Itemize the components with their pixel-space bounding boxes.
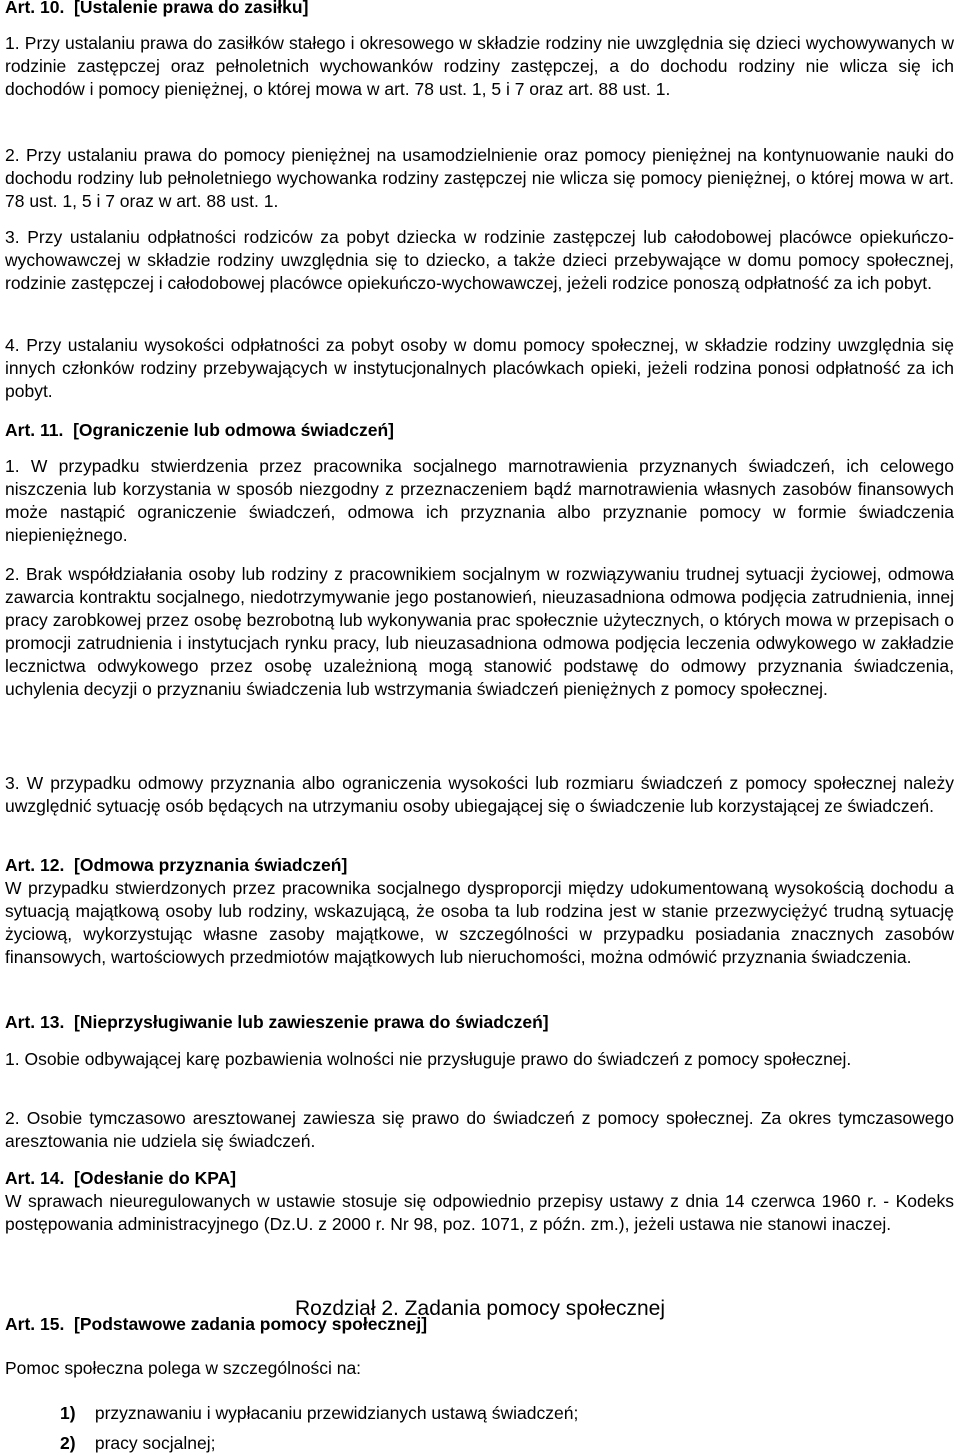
art10-paragraph-2: 2. Przy ustalaniu prawa do pomocy pieniężnej na usamodzielnienie oraz pomocy pieniężnej na kontynuowanie nauki do dochodu rodziny lub pełnoletniego wychowanka rodziny zastępczej nie wlicza się pomocy pieniężnej, o której mowa w art. 78 ust. 1, 5 i 7 oraz w art. 88 ust. 1. [5,145,954,211]
list-item [60,1402,954,1425]
art10-heading: Art. 10. [Ustalenie prawa do zasiłku] [5,0,309,17]
art11-paragraph-2: 2. Brak współdziałania osoby lub rodziny z pracownikiem socjalnym w rozwiązywaniu trudnej sytuacji życiowej, odmowa zawarcia kontraktu socjalnego, niedotrzymywanie jego postanowień, nieuzasadniona odmowa podjęcia zatrudnienia, innej pracy zarobkowej przez osobę bezrobotną lub wykonywania prac społecznie użytecznych, o których mowa w przepisach o promocji zatrudnienia i instytucjach rynku pracy, lub nieuzasadniona odmowa podjęcia leczenia odwykowego w zakładzie lecznictwa odwykowego przez osobę uzależnioną mogą stanowić podstawę do odmowy przyznania świadczenia, uchylenia decyzji o przyznaniu świadczenia lub wstrzymania świadczeń pieniężnych z pomocy społecznej. [5,564,954,699]
art14-paragraph-1: W sprawach nieuregulowanych w ustawie stosuje się odpowiednio przepisy ustawy z dnia 14 czerwca 1960 r. - Kodeks postępowania administracyjnego (Dz.U. z 2000 r. Nr 98, poz. 1071, z późn. zm.), jeżeli ustawa nie stanowi inaczej. [5,1191,954,1234]
list-item-number: 1) [60,1403,76,1423]
art11-heading: Art. 11. [Ograniczenie lub odmowa świadczeń] [5,420,394,440]
art13-heading: Art. 13. [Nieprzysługiwanie lub zawieszenie prawa do świadczeń] [5,1012,549,1032]
art10-paragraph-1: 1. Przy ustalaniu prawa do zasiłków stałego i okresowego w składzie rodziny nie uwzględnia się dzieci wychowywanych w rodzinie zastępczej oraz pełnoletnich wychowanków rodziny zastępczej, a do dochodu rodziny nie wlicza się ich dochodów i pomocy pieniężnej, o której mowa w art. 78 ust. 1, 5 i 7 oraz art. 88 ust. 1. [5,33,954,99]
art11-paragraph-3: 3. W przypadku odmowy przyznania albo ograniczenia wysokości lub rozmiaru świadczeń z pomocy społecznej należy uwzględnić sytuację osób będących na utrzymaniu osoby ubiegającej się o świadczenie lub korzystającej ze świadczeń. [5,773,954,816]
art10-paragraph-3: 3. Przy ustalaniu odpłatności rodziców za pobyt dziecka w rodzinie zastępczej lub całodobowej placówce opiekuńczo-wychowawczej w składzie rodziny uwzględnia się to dziecko, a także dzieci przebywające w domu pomocy społecznej, rodzinie zastępczej i całodobowej placówce opiekuńczo-wychowawczej, jeżeli rodzice ponoszą odpłatność za ich pobyt. [5,227,954,293]
art11-paragraph-1: 1. W przypadku stwierdzenia przez pracownika socjalnego marnotrawienia przyznanych świadczeń, ich celowego niszczenia lub korzystania w sposób niezgodny z przeznaczeniem bądź marnotrawienia własnych zasobów finansowych może nastąpić ograniczenie świadczeń, odmowa ich przyznania albo przyznanie pomocy w formie świadczenia niepieniężnego. [5,456,954,545]
art10-paragraph-4: 4. Przy ustalaniu wysokości odpłatności za pobyt osoby w domu pomocy społecznej, w składzie rodziny uwzględnia się innych członków rodziny przebywających w instytucjonalnych placówkach opieki, jeżeli rodzina ponosi odpłatność za ich pobyt. [5,335,954,401]
list-item [60,1432,954,1455]
list-item-number: 2) [60,1433,76,1453]
chapter-title: Rozdział 2. Zadania pomocy społecznej [294,1297,666,1320]
art13-paragraph-1: 1. Osobie odbywającej karę pozbawienia wolności nie przysługuje prawo do świadczeń z pomocy społecznej. [5,1049,852,1069]
list-item-text: przyznawaniu i wypłacaniu przewidzianych ustawą świadczeń; [94,1403,579,1423]
art15-heading: Art. 15. [Podstawowe zadania pomocy społecznej] [5,1314,428,1334]
art12-paragraph-1: W przypadku stwierdzonych przez pracownika socjalnego dysproporcji między udokumentowaną wysokością dochodu a sytuacją majątkową osoby lub rodziny, wskazującą, że osoba ta lub rodzina jest w stanie przezwyciężyć trudną sytuację życiową, wykorzystując własne zasoby majątkowe, w szczególności w przypadku posiadania znacznych zasobów finansowych, wartościowych przedmiotów majątkowych lub nieruchomości, można odmówić przyznania świadczenia. [5,878,954,967]
art13-paragraph-2: 2. Osobie tymczasowo aresztowanej zawiesza się prawo do świadczeń z pomocy społecznej. Za okres tymczasowego aresztowania nie udziela się świadczeń. [5,1108,954,1151]
art14-heading: Art. 14. [Odesłanie do KPA] [5,1168,237,1188]
list-item-text: pracy socjalnej; [94,1433,216,1453]
art12-heading: Art. 12. [Odmowa przyznania świadczeń] [5,855,348,875]
art15-intro: Pomoc społeczna polega w szczególności na: [5,1358,362,1378]
